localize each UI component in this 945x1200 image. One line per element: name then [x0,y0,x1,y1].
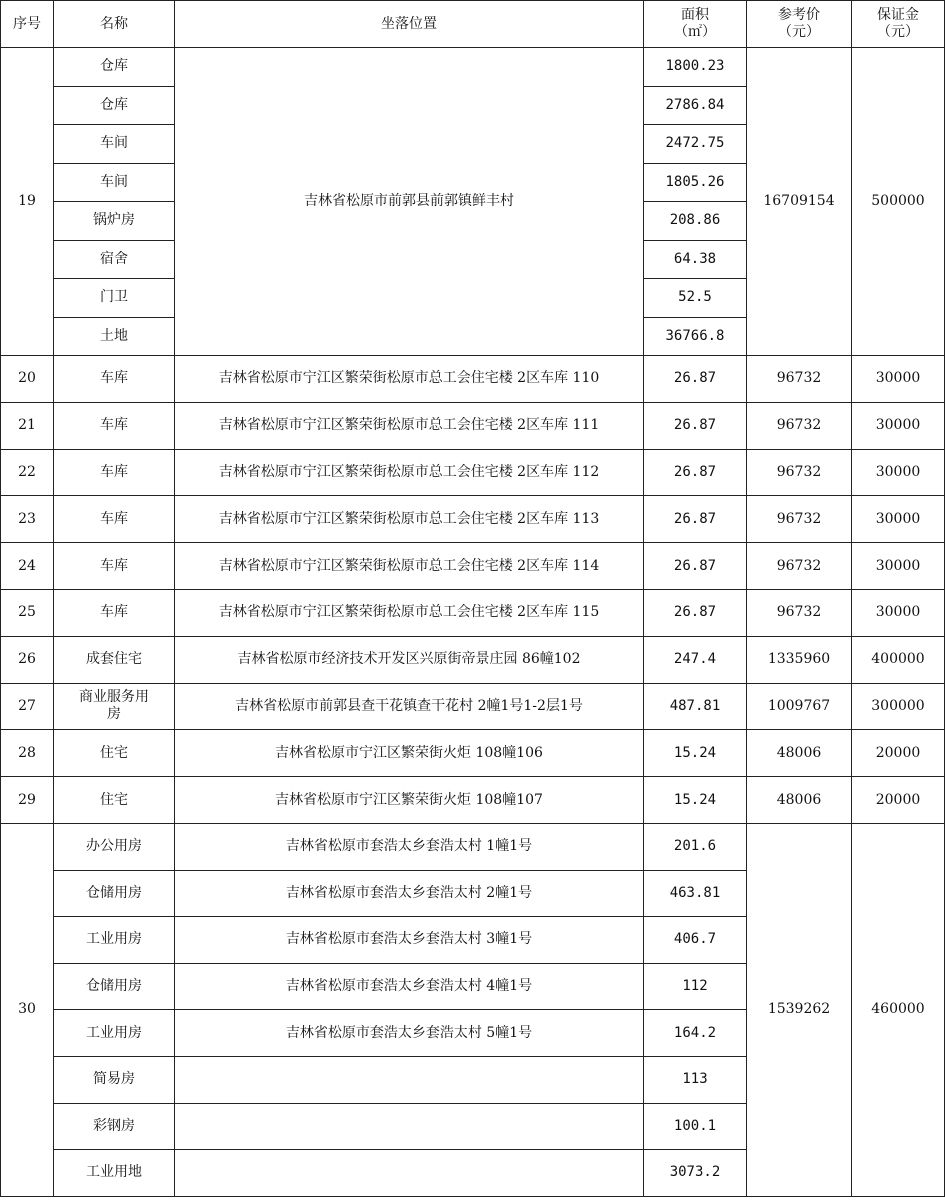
deposit-cell: 460000 [852,823,945,1196]
seq-cell: 23 [1,496,54,543]
header-price [747,1,852,48]
area-cell: 26.87 [644,449,747,496]
deposit-cell: 30000 [852,356,945,403]
table-row [1,589,945,636]
header-deposit [852,1,945,48]
name-cell: 工业用地 [54,1150,175,1197]
table-row [1,402,945,449]
area-cell: 1805.26 [644,163,747,202]
seq-cell: 29 [1,777,54,824]
seq-cell: 30 [1,823,54,1196]
table-row [1,823,945,870]
seq-cell: 28 [1,730,54,777]
price-cell: 96732 [747,589,852,636]
area-cell: 26.87 [644,543,747,590]
deposit-cell: 30000 [852,402,945,449]
price-cell: 1009767 [747,683,852,730]
header-area [644,1,747,48]
deposit-cell: 300000 [852,683,945,730]
area-cell: 3073.2 [644,1150,747,1197]
header-price-label: 参考价 [778,7,820,23]
area-cell: 26.87 [644,356,747,403]
seq-cell: 25 [1,589,54,636]
seq-cell: 26 [1,636,54,683]
location-cell: 吉林省松原市宁江区繁荣街火炬 108幢106 [175,730,644,777]
deposit-cell: 500000 [852,48,945,356]
table-row [1,636,945,683]
table-row [1,683,945,730]
location-cell [175,1056,644,1103]
location-cell: 吉林省松原市前郭县前郭镇鲜丰村 [175,48,644,356]
name-cell: 工业用房 [54,917,175,964]
deposit-cell: 30000 [852,543,945,590]
area-cell: 2472.75 [644,125,747,164]
area-cell: 247.4 [644,636,747,683]
location-cell [175,1103,644,1150]
name-cell: 车库 [54,589,175,636]
price-cell: 1539262 [747,823,852,1196]
name-cell: 锅炉房 [54,202,175,241]
area-cell: 113 [644,1056,747,1103]
location-cell: 吉林省松原市宁江区繁荣街松原市总工会住宅楼 2区车库 115 [175,589,644,636]
header-deposit-label: 保证金 [877,7,919,23]
area-cell: 208.86 [644,202,747,241]
name-cell: 车库 [54,496,175,543]
area-cell: 100.1 [644,1103,747,1150]
seq-cell: 27 [1,683,54,730]
name-cell: 简易房 [54,1056,175,1103]
area-cell: 2786.84 [644,86,747,125]
name-cell: 工业用房 [54,1010,175,1057]
area-cell: 15.24 [644,730,747,777]
price-cell: 16709154 [747,48,852,356]
deposit-cell: 30000 [852,449,945,496]
name-cell: 车库 [54,356,175,403]
area-cell: 164.2 [644,1010,747,1057]
header-price-unit: （元） [778,24,820,40]
area-cell: 36766.8 [644,317,747,356]
area-cell: 1800.23 [644,48,747,87]
price-cell: 48006 [747,777,852,824]
name-cell: 办公用房 [54,823,175,870]
deposit-cell: 20000 [852,730,945,777]
deposit-cell: 30000 [852,496,945,543]
seq-cell: 20 [1,356,54,403]
name-cell: 门卫 [54,279,175,318]
location-cell: 吉林省松原市宁江区繁荣街松原市总工会住宅楼 2区车库 111 [175,402,644,449]
area-cell: 201.6 [644,823,747,870]
price-cell: 96732 [747,402,852,449]
seq-cell: 21 [1,402,54,449]
price-cell: 96732 [747,496,852,543]
area-cell: 112 [644,963,747,1010]
table-row [1,496,945,543]
seq-cell: 19 [1,48,54,356]
location-cell: 吉林省松原市宁江区繁荣街火炬 108幢107 [175,777,644,824]
deposit-cell: 30000 [852,589,945,636]
location-cell: 吉林省松原市套浩太乡套浩太村 5幢1号 [175,1010,644,1057]
area-cell: 15.24 [644,777,747,824]
name-cell: 彩钢房 [54,1103,175,1150]
name-cell: 商业服务用房 [54,683,175,730]
area-cell: 487.81 [644,683,747,730]
area-cell: 463.81 [644,870,747,917]
name-cell: 车库 [54,543,175,590]
name-cell: 宿舍 [54,240,175,279]
deposit-cell: 400000 [852,636,945,683]
seq-cell: 22 [1,449,54,496]
location-cell: 吉林省松原市套浩太乡套浩太村 4幢1号 [175,963,644,1010]
name-cell: 车库 [54,402,175,449]
name-cell: 仓库 [54,48,175,87]
area-cell: 26.87 [644,496,747,543]
name-cell: 住宅 [54,730,175,777]
location-cell: 吉林省松原市宁江区繁荣街松原市总工会住宅楼 2区车库 114 [175,543,644,590]
name-cell: 车间 [54,125,175,164]
area-cell: 64.38 [644,240,747,279]
location-cell: 吉林省松原市宁江区繁荣街松原市总工会住宅楼 2区车库 112 [175,449,644,496]
deposit-cell: 20000 [852,777,945,824]
price-cell: 1335960 [747,636,852,683]
location-cell: 吉林省松原市宁江区繁荣街松原市总工会住宅楼 2区车库 110 [175,356,644,403]
table-row [1,48,945,87]
location-cell [175,1150,644,1197]
name-cell: 车库 [54,449,175,496]
price-cell: 96732 [747,449,852,496]
table-row [1,543,945,590]
header-name: 名称 [54,1,175,48]
area-cell: 26.87 [644,402,747,449]
price-cell: 96732 [747,543,852,590]
header-area-label: 面积 [681,7,709,23]
name-cell: 仓库 [54,86,175,125]
header-row [1,1,945,48]
table-row [1,449,945,496]
header-location: 坐落位置 [175,1,644,48]
location-cell: 吉林省松原市套浩太乡套浩太村 2幢1号 [175,870,644,917]
name-cell: 车间 [54,163,175,202]
seq-cell: 24 [1,543,54,590]
name-cell: 成套住宅 [54,636,175,683]
location-cell: 吉林省松原市套浩太乡套浩太村 1幢1号 [175,823,644,870]
header-seq: 序号 [1,1,54,48]
price-cell: 48006 [747,730,852,777]
area-cell: 52.5 [644,279,747,318]
location-cell: 吉林省松原市经济技术开发区兴原街帝景庄园 86幢102 [175,636,644,683]
header-area-unit: （㎡） [674,24,716,40]
price-cell: 96732 [747,356,852,403]
name-cell: 仓储用房 [54,963,175,1010]
area-cell: 26.87 [644,589,747,636]
table-row [1,777,945,824]
location-cell: 吉林省松原市套浩太乡套浩太村 3幢1号 [175,917,644,964]
header-deposit-unit: （元） [877,24,919,40]
table-row [1,356,945,403]
table-row [1,730,945,777]
location-cell: 吉林省松原市宁江区繁荣街松原市总工会住宅楼 2区车库 113 [175,496,644,543]
name-cell: 仓储用房 [54,870,175,917]
area-cell: 406.7 [644,917,747,964]
location-cell: 吉林省松原市前郭县查干花镇查干花村 2幢1号1-2层1号 [175,683,644,730]
name-cell: 土地 [54,317,175,356]
name-cell: 住宅 [54,777,175,824]
